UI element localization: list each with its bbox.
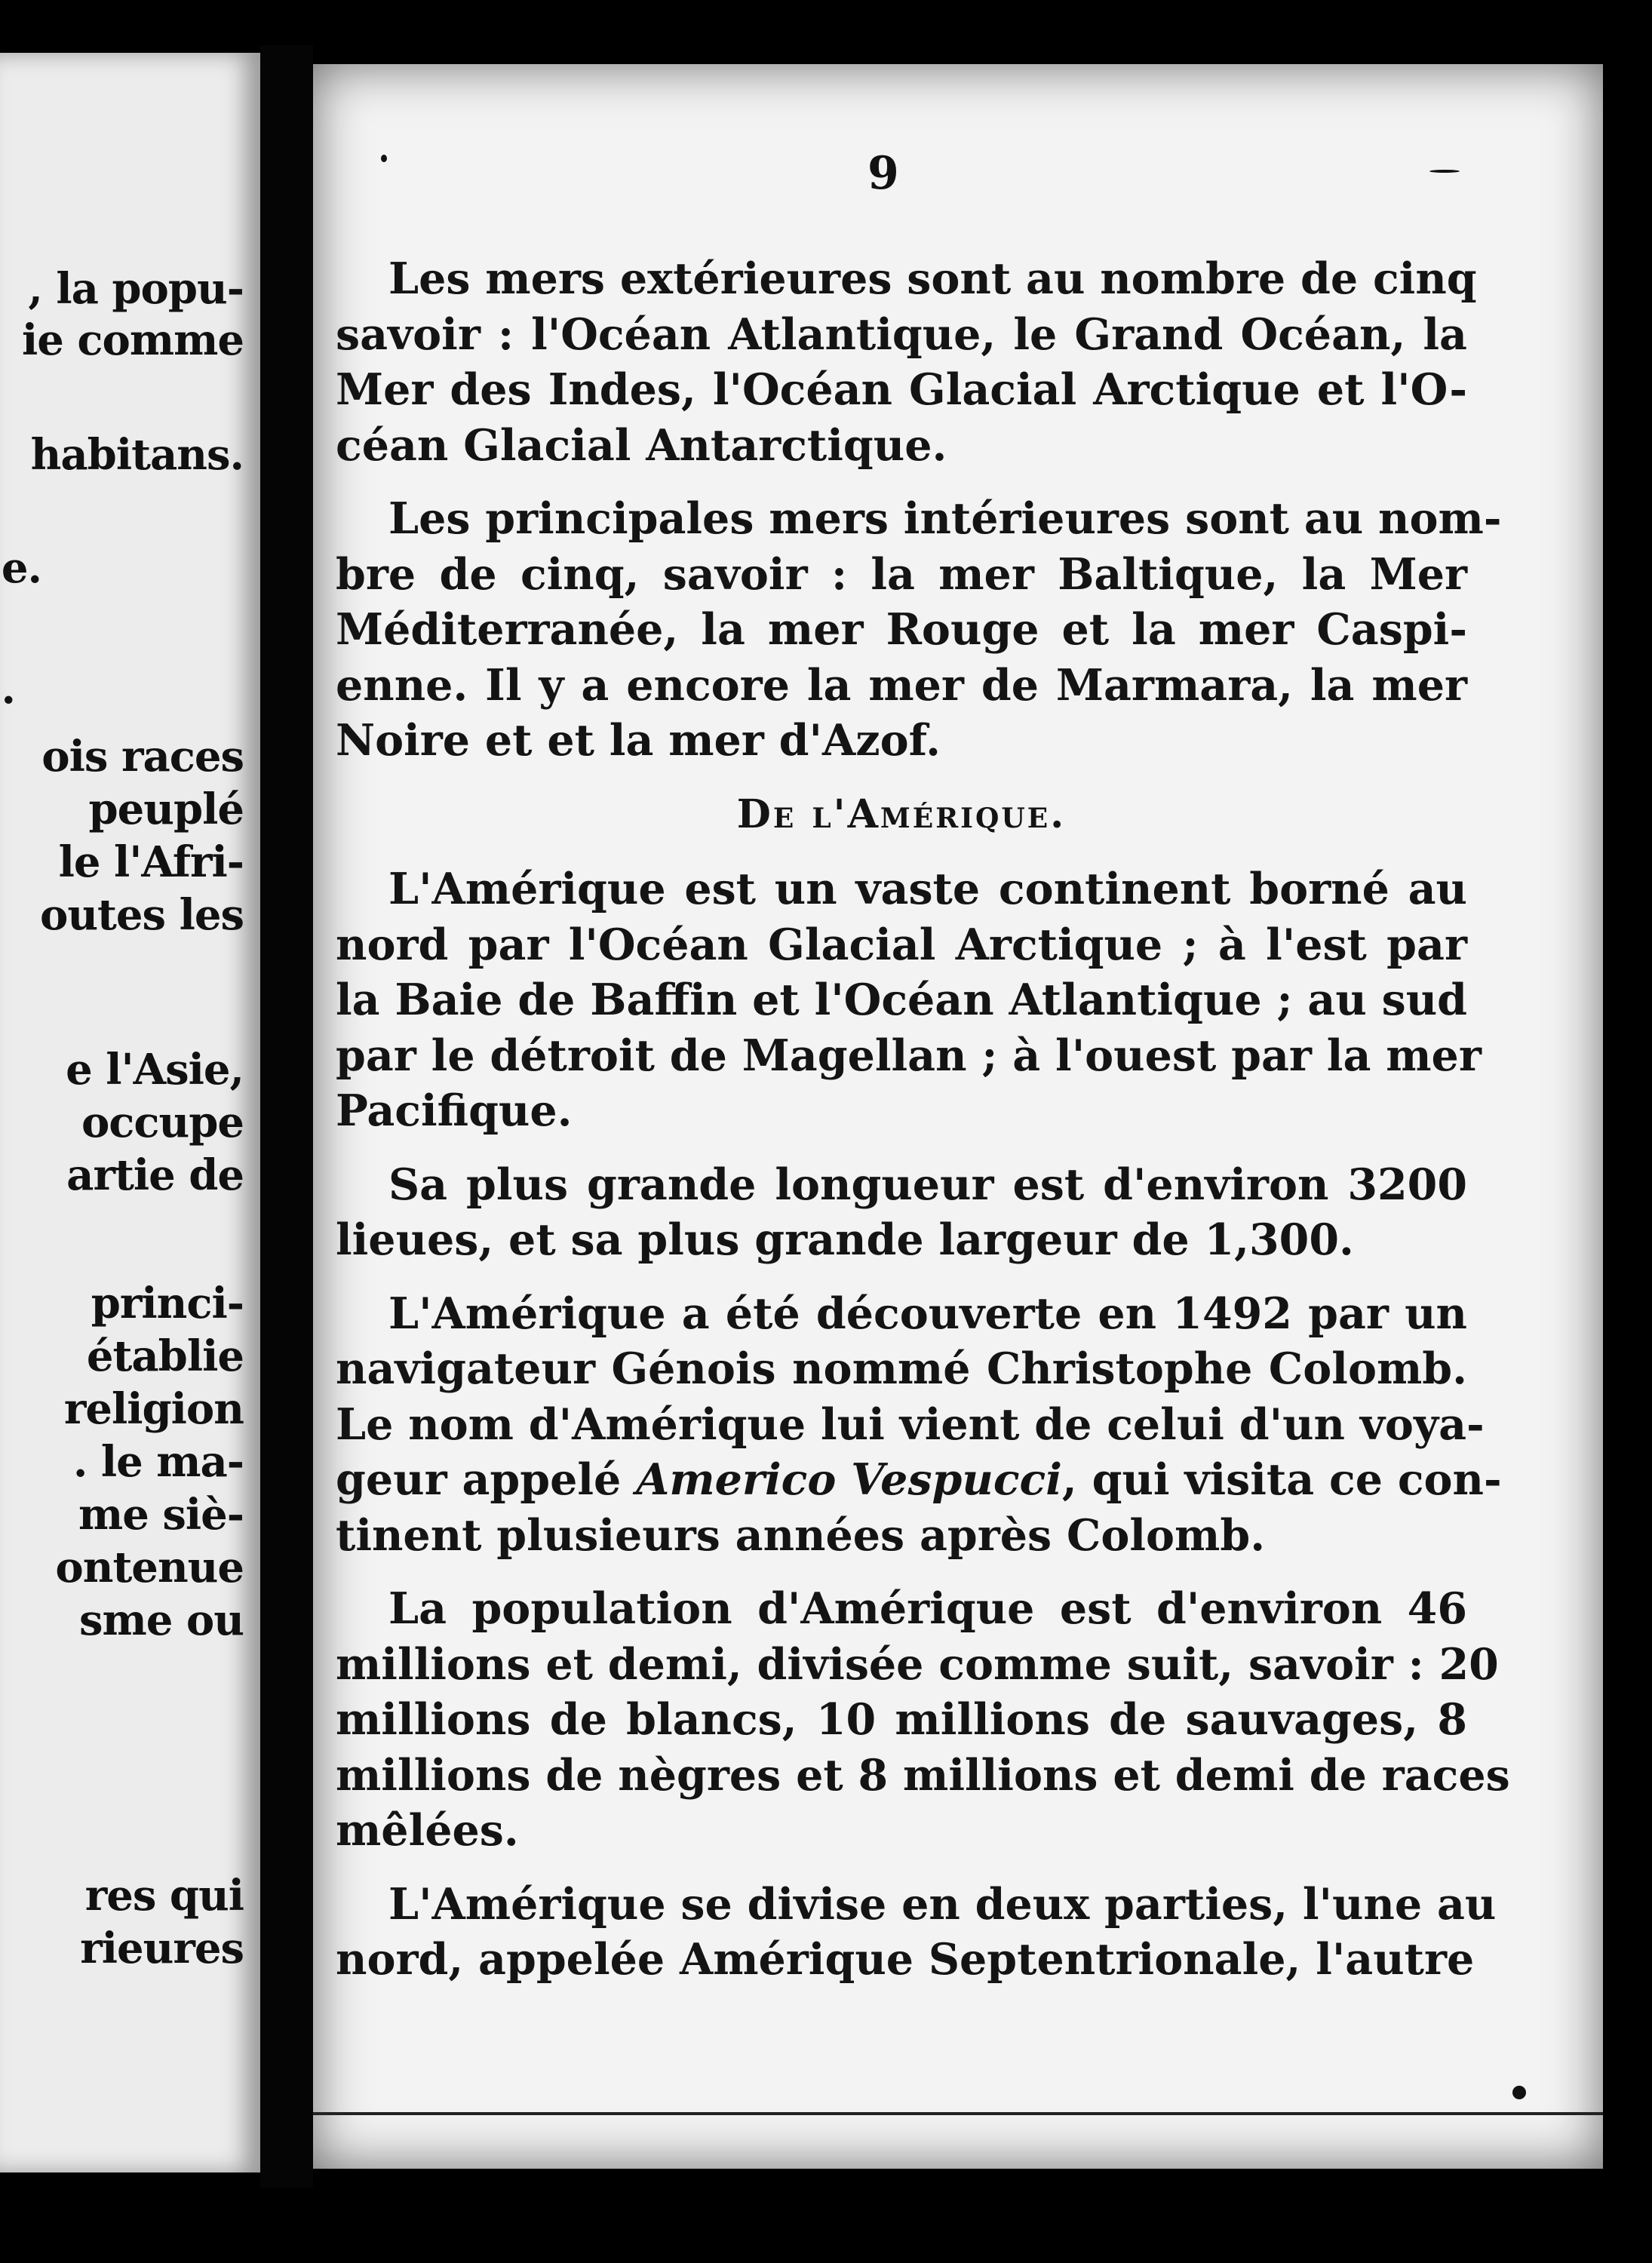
text-line: millions de nègres et 8 millions et demi de races (336, 1749, 1510, 1801)
paragraph-division (336, 1877, 1497, 1988)
text-fragment: geur appelé (336, 1454, 622, 1505)
left-text-fragment: res qui (84, 1871, 244, 1921)
text-line (336, 1452, 1502, 1508)
left-text-fragment: sme ou (79, 1595, 244, 1645)
page-number: 9 (867, 147, 899, 200)
left-text-fragment: habitans. (30, 430, 244, 480)
left-text-fragment: e. (1, 543, 41, 593)
text-line: par le détroit de Magellan ; à l'ouest par la mer (336, 1030, 1482, 1081)
italic-name: Americo Vespucci (636, 1454, 1062, 1505)
ink-speck (1429, 170, 1460, 173)
left-text-fragment: établie (86, 1331, 244, 1381)
text-line: nord par l'Océan Glacial Arctique ; à l'est par (336, 919, 1467, 970)
ink-speck (1512, 2086, 1526, 2099)
left-text-fragment: , la popu- (28, 264, 244, 314)
left-text-fragment: me siè- (78, 1490, 244, 1540)
left-text-fragment: religion (63, 1384, 244, 1434)
body-text (336, 251, 1510, 2006)
left-text-fragment: ie comme (22, 315, 244, 365)
left-text-fragment: outes les (39, 890, 244, 940)
text-line: bre de cinq, savoir : la mer Baltique, la Mer (336, 548, 1467, 600)
text-line: enne. Il y a encore la mer de Marmara, la mer (336, 659, 1467, 711)
text-line: mêlées. (336, 1805, 519, 1856)
text-line: Les principales mers intérieures sont au nom- (388, 493, 1502, 544)
paragraph-outer-seas (336, 251, 1477, 473)
left-text-fragment: occupe (81, 1098, 244, 1147)
paragraph-discovery (336, 1286, 1502, 1564)
text-line: Méditerranée, la mer Rouge et la mer Caspi- (336, 604, 1467, 655)
page-gutter (260, 45, 313, 2188)
text-line: savoir : l'Océan Atlantique, le Grand Océan, la (336, 309, 1467, 360)
left-page-fragment (0, 53, 260, 2172)
text-fragment: , qui visita ce con- (1061, 1454, 1502, 1505)
paragraph-population (336, 1581, 1510, 1859)
text-line: la Baie de Baffin et l'Océan Atlantique ; au sud (336, 975, 1467, 1025)
text-line: céan Glacial Antarctique. (336, 419, 947, 471)
paragraph-borders (336, 861, 1482, 1139)
text-line: Noire et et la mer d'Azof. (336, 715, 941, 766)
text-line: navigateur Génois nommé Christophe Colomb. (336, 1343, 1467, 1394)
bottom-rule (313, 2112, 1603, 2115)
text-line: lieues, et sa plus grande largeur de 1,300. (336, 1214, 1354, 1265)
left-text-fragment: . (1, 664, 15, 714)
text-line: L'Amérique est un vaste continent borné au (388, 864, 1467, 914)
left-text-fragment: artie de (66, 1150, 244, 1200)
text-line: Le nom d'Amérique lui vient de celui d'un voya- (336, 1399, 1485, 1450)
paragraph-inner-seas (336, 491, 1502, 769)
text-line: Sa plus grande longueur est d'environ 3200 (388, 1159, 1467, 1210)
text-line: millions de blancs, 10 millions de sauvages, 8 (336, 1694, 1467, 1745)
section-heading: De l'Amérique. (736, 791, 1067, 837)
text-line: tinent plusieurs années après Colomb. (336, 1509, 1266, 1561)
left-text-fragment: rieures (80, 1924, 244, 1973)
text-line: La population d'Amérique est d'environ 46 (388, 1583, 1467, 1634)
left-text-fragment: e l'Asie, (66, 1045, 244, 1095)
left-text-fragment: le l'Afri- (58, 837, 244, 887)
left-text-fragment: ois races (41, 732, 244, 781)
paragraph-dimensions (336, 1157, 1467, 1268)
text-line: Les mers extérieures sont au nombre de cinq (388, 253, 1477, 304)
text-line: nord, appelée Amérique Septentrionale, l'autre (336, 1934, 1475, 1985)
text-line: Pacifique. (336, 1085, 573, 1136)
left-text-fragment: . le ma- (72, 1437, 244, 1487)
main-page (313, 64, 1603, 2169)
text-line: Mer des Indes, l'Océan Glacial Arctique et l'O- (336, 364, 1467, 415)
text-line: millions et demi, divisée comme suit, savoir : 20 (336, 1638, 1499, 1690)
text-line: L'Amérique se divise en deux parties, l'une au (388, 1878, 1497, 1930)
left-text-fragment: peuplé (88, 785, 244, 834)
text-line: L'Amérique a été découverte en 1492 par un (388, 1288, 1467, 1339)
left-text-fragment: ontenue (55, 1543, 244, 1592)
ink-speck (381, 155, 387, 162)
left-text-fragment: princi- (91, 1279, 244, 1328)
